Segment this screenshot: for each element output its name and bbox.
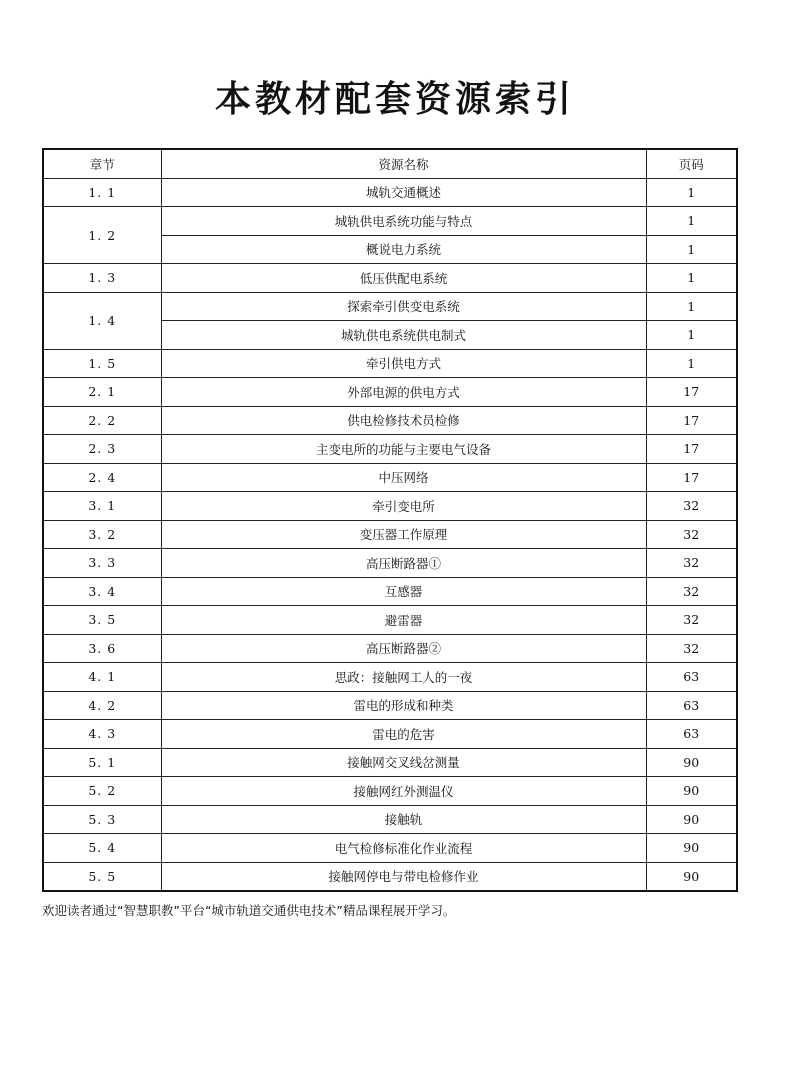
- page-cell: 1: [646, 292, 737, 321]
- chapter-cell: 5. 3: [43, 805, 161, 834]
- table-row: [43, 720, 737, 749]
- footer-note: 欢迎读者通过“智慧职教”平台“城市轨道交通供电技术”精品课程展开学习。: [42, 903, 456, 918]
- page-cell: 90: [646, 862, 737, 891]
- resource-index-table: [42, 148, 738, 892]
- chapter-cell: 2. 3: [43, 435, 161, 464]
- chapter-cell: 5. 1: [43, 748, 161, 777]
- resource-link[interactable]: 电气检修标准化作业流程: [161, 834, 646, 863]
- resource-link[interactable]: 思政：接触网工人的一夜: [161, 663, 646, 692]
- page-cell: 32: [646, 520, 737, 549]
- table-row: [43, 463, 737, 492]
- resource-link[interactable]: 雷电的危害: [161, 720, 646, 749]
- chapter-cell: 5. 4: [43, 834, 161, 863]
- chapter-cell: 2. 1: [43, 378, 161, 407]
- chapter-cell: 2. 2: [43, 406, 161, 435]
- table-row: [43, 435, 737, 464]
- page-cell: 1: [646, 349, 737, 378]
- page-cell: 1: [646, 264, 737, 293]
- resource-link[interactable]: 城轨供电系统供电制式: [161, 321, 646, 350]
- resource-link[interactable]: 概说电力系统: [161, 235, 646, 264]
- resource-link[interactable]: 外部电源的供电方式: [161, 378, 646, 407]
- table-row: [43, 862, 737, 891]
- chapter-cell: 4. 1: [43, 663, 161, 692]
- resource-link[interactable]: 互感器: [161, 577, 646, 606]
- page-cell: 63: [646, 720, 737, 749]
- resource-link[interactable]: 城轨供电系统功能与特点: [161, 207, 646, 236]
- table-row: [43, 492, 737, 521]
- page-cell: 90: [646, 777, 737, 806]
- table-row: [43, 834, 737, 863]
- table-row: [43, 606, 737, 635]
- page-cell: 1: [646, 207, 737, 236]
- chapter-cell: 1. 2: [43, 207, 161, 264]
- chapter-cell: 3. 1: [43, 492, 161, 521]
- chapter-cell: 1. 4: [43, 292, 161, 349]
- chapter-cell: 3. 6: [43, 634, 161, 663]
- page-cell: 32: [646, 606, 737, 635]
- resource-link[interactable]: 探索牵引供变电系统: [161, 292, 646, 321]
- table-row: [43, 292, 737, 321]
- page-cell: 63: [646, 691, 737, 720]
- page-cell: 17: [646, 406, 737, 435]
- resource-link[interactable]: 牵引供电方式: [161, 349, 646, 378]
- chapter-cell: 4. 3: [43, 720, 161, 749]
- chapter-cell: 5. 5: [43, 862, 161, 891]
- resource-link[interactable]: 低压供配电系统: [161, 264, 646, 293]
- chapter-cell: 2. 4: [43, 463, 161, 492]
- chapter-cell: 4. 2: [43, 691, 161, 720]
- chapter-cell: 3. 3: [43, 549, 161, 578]
- header-page-number: 页码: [646, 149, 737, 178]
- table-row: [43, 520, 737, 549]
- page-cell: 17: [646, 435, 737, 464]
- table-row: [43, 748, 737, 777]
- resource-link[interactable]: 牵引变电所: [161, 492, 646, 521]
- resource-link[interactable]: 避雷器: [161, 606, 646, 635]
- chapter-cell: 3. 5: [43, 606, 161, 635]
- resource-link[interactable]: 中压网络: [161, 463, 646, 492]
- chapter-cell: 1. 1: [43, 178, 161, 207]
- table-row: [43, 663, 737, 692]
- table-row: [43, 207, 737, 236]
- chapter-cell: 1. 5: [43, 349, 161, 378]
- page-cell: 1: [646, 178, 737, 207]
- page-cell: 17: [646, 378, 737, 407]
- chapter-cell: 3. 4: [43, 577, 161, 606]
- resource-link[interactable]: 雷电的形成和种类: [161, 691, 646, 720]
- table-row: [43, 634, 737, 663]
- table-row: [43, 577, 737, 606]
- page-cell: 17: [646, 463, 737, 492]
- page-cell: 90: [646, 748, 737, 777]
- chapter-cell: 5. 2: [43, 777, 161, 806]
- header-resource-name: 资源名称: [161, 149, 646, 178]
- resource-link[interactable]: 变压器工作原理: [161, 520, 646, 549]
- page-cell: 63: [646, 663, 737, 692]
- page-cell: 90: [646, 805, 737, 834]
- chapter-cell: 3. 2: [43, 520, 161, 549]
- resource-link[interactable]: 接触网交叉线岔测量: [161, 748, 646, 777]
- resource-link[interactable]: 接触轨: [161, 805, 646, 834]
- page-cell: 32: [646, 634, 737, 663]
- page-cell: 90: [646, 834, 737, 863]
- table-row: [43, 805, 737, 834]
- table-row: [43, 178, 737, 207]
- table-row: [43, 349, 737, 378]
- header-chapter: 章节: [43, 149, 161, 178]
- page-cell: 32: [646, 492, 737, 521]
- resource-link[interactable]: 接触网停电与带电检修作业: [161, 862, 646, 891]
- table-row: [43, 406, 737, 435]
- table-header-row: [43, 149, 737, 178]
- page-cell: 1: [646, 235, 737, 264]
- page-cell: 32: [646, 577, 737, 606]
- resource-link[interactable]: 接触网红外测温仪: [161, 777, 646, 806]
- resource-link[interactable]: 高压断路器②: [161, 634, 646, 663]
- page-title: 本教材配套资源索引: [214, 79, 575, 120]
- resource-link[interactable]: 主变电所的功能与主要电气设备: [161, 435, 646, 464]
- resource-link[interactable]: 供电检修技术员检修: [161, 406, 646, 435]
- chapter-cell: 1. 3: [43, 264, 161, 293]
- table-row: [43, 777, 737, 806]
- table-row: [43, 264, 737, 293]
- resource-link[interactable]: 高压断路器①: [161, 549, 646, 578]
- table-row: [43, 691, 737, 720]
- table-row: [43, 378, 737, 407]
- table-row: [43, 549, 737, 578]
- resource-link[interactable]: 城轨交通概述: [161, 178, 646, 207]
- page-cell: 32: [646, 549, 737, 578]
- page-cell: 1: [646, 321, 737, 350]
